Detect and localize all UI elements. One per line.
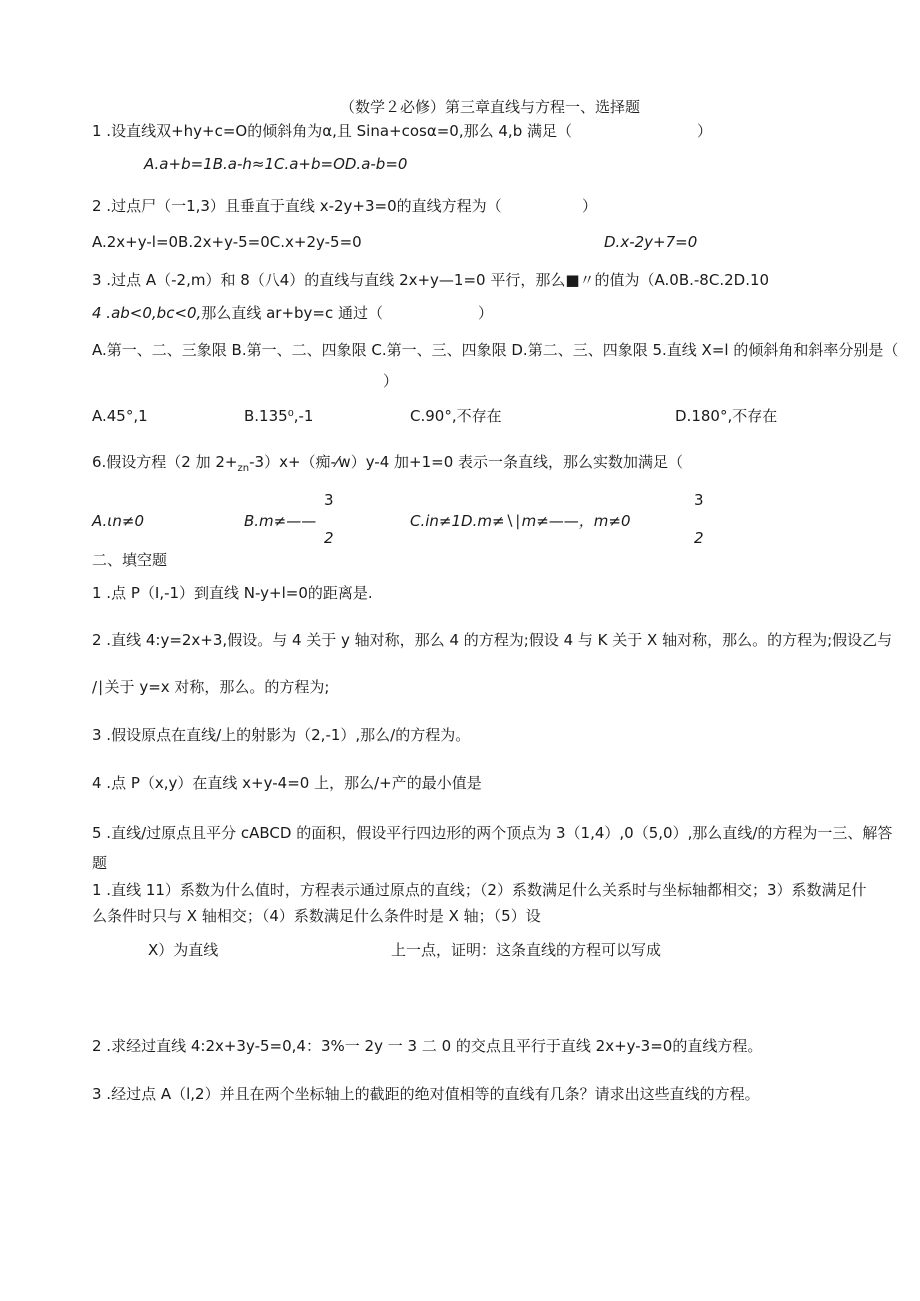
fill-question-3: 3 .假设原点在直线/上的射影为（2,-1）,那么/的方程为。 — [92, 726, 471, 744]
question-5-option-d: D.180°,不存在 — [675, 407, 778, 425]
question-3-stem: 3 .过点 A（-2,m）和 8（八4）的直线与直线 2x+y—1=0 平行，那么■〃的值为（A.0B.-8C.2D.10 — [92, 271, 770, 289]
answer-question-1-line-3a: X）为直线 — [148, 941, 219, 959]
answer-question-1-line-1: 1 .直线 11）系数为什么值时，方程表示通过原点的直线；（2）系数满足什么关系时与坐标轴都相交；3）系数满足什 — [92, 881, 867, 899]
question-1-stem: 1 .设直线双+hy+c=O的倾斜角为α,且 Sina+cosα=0,那么 4,b 满足（ — [92, 122, 572, 140]
question-5-close: ） — [383, 372, 399, 390]
page-title: （数学２必修）第三章直线与方程一、选择题 — [340, 98, 641, 116]
question-2-stem: 2 .过点尸（一1,3）且垂直于直线 x-2y+3=0的直线方程为（ — [92, 197, 502, 215]
question-2-option-d: D.x-2y+7=0 — [604, 233, 698, 251]
fill-question-5-line-1: 5 .直线/过原点且平分 cABCD 的面积，假设平行四边形的两个顶点为 3（1,4）,0（5,0）,那么直线/的方程为一三、解答 — [92, 824, 893, 842]
answer-question-2: 2 .求经过直线 4:2x+3y-5=0,4：3%一 2y 一 3 二 0 的交点且平行于直线 2x+y-3=0的直线方程。 — [92, 1037, 763, 1055]
question-4-text: 那么直线 ar+by=c 通过（ — [201, 304, 384, 322]
answer-question-1-line-2: 么条件时只与 X 轴相交；（4）系数满足什么条件时是 X 轴；（5）设 — [92, 907, 541, 925]
question-6-text-a: 6.假设方程（2 加 2+ — [92, 453, 238, 471]
question-4-stem — [92, 303, 383, 323]
question-6-cd-numerator: 3 — [694, 491, 704, 509]
question-2-options: A.2x+y-l=0B.2x+y-5=0C.x+2y-5=0 — [92, 233, 362, 251]
question-6-option-b: B.m≠—— — [244, 512, 317, 530]
question-6-cd-denominator: 2 — [694, 529, 704, 547]
question-4-condition: 4 .ab<0,bc<0, — [92, 304, 202, 322]
question-6-b-denominator: 2 — [324, 529, 334, 547]
question-1-close: ） — [697, 122, 713, 140]
question-6-b-numerator: 3 — [324, 491, 334, 509]
fill-question-2-line-2: /∣关于 y=x 对称，那么。的方程为; — [92, 678, 330, 696]
question-5-option-a: A.45°,1 — [92, 407, 148, 425]
question-4-options: A.第一、二、三象限 B.第一、二、四象限 C.第一、三、四象限 D.第二、三、四象限 5.直线 X=l 的倾斜角和斜率分别是（ — [92, 341, 899, 359]
question-5-option-c: C.90°,不存在 — [410, 407, 502, 425]
question-6-subscript: zn — [237, 463, 250, 474]
fill-question-5-line-2: 题 — [92, 854, 108, 872]
question-5-option-b: B.135⁰,-1 — [244, 407, 314, 425]
fill-question-4: 4 .点 P（x,y）在直线 x+y-4=0 上，那么/+产的最小值是 — [92, 774, 482, 792]
question-6-option-a: A.ιn≠0 — [92, 512, 145, 530]
question-6-text-b: -3）x+（痴-⁄w）y-4 加+1=0 表示一条直线，那么实数加满足（ — [249, 453, 684, 471]
question-1-options: A.a+b=1B.a-h≈1C.a+b=OD.a-b=0 — [144, 155, 408, 173]
section-fill-heading: 二、填空题 — [92, 551, 168, 569]
question-6-option-cd: C.in≠1D.m≠∖∣m≠——，m≠0 — [410, 512, 631, 530]
question-4-close: ） — [478, 304, 494, 322]
answer-question-1-line-3b: 上一点，证明：这条直线的方程可以写成 — [391, 941, 662, 959]
question-6-stem — [92, 452, 683, 479]
fill-question-2-line-1: 2 .直线 4:y=2x+3,假设。与 4 关于 y 轴对称，那么 4 的方程为;假设 4 与 K 关于 X 轴对称，那么。的方程为;假设乙与 — [92, 631, 893, 649]
fill-question-1: 1 .点 P（I,-1）到直线 N-y+l=0的距离是. — [92, 584, 373, 602]
question-2-close: ） — [582, 197, 598, 215]
answer-question-3: 3 .经过点 A（l,2）并且在两个坐标轴上的截距的绝对值相等的直线有几条？请求出这些直线的方程。 — [92, 1085, 760, 1103]
